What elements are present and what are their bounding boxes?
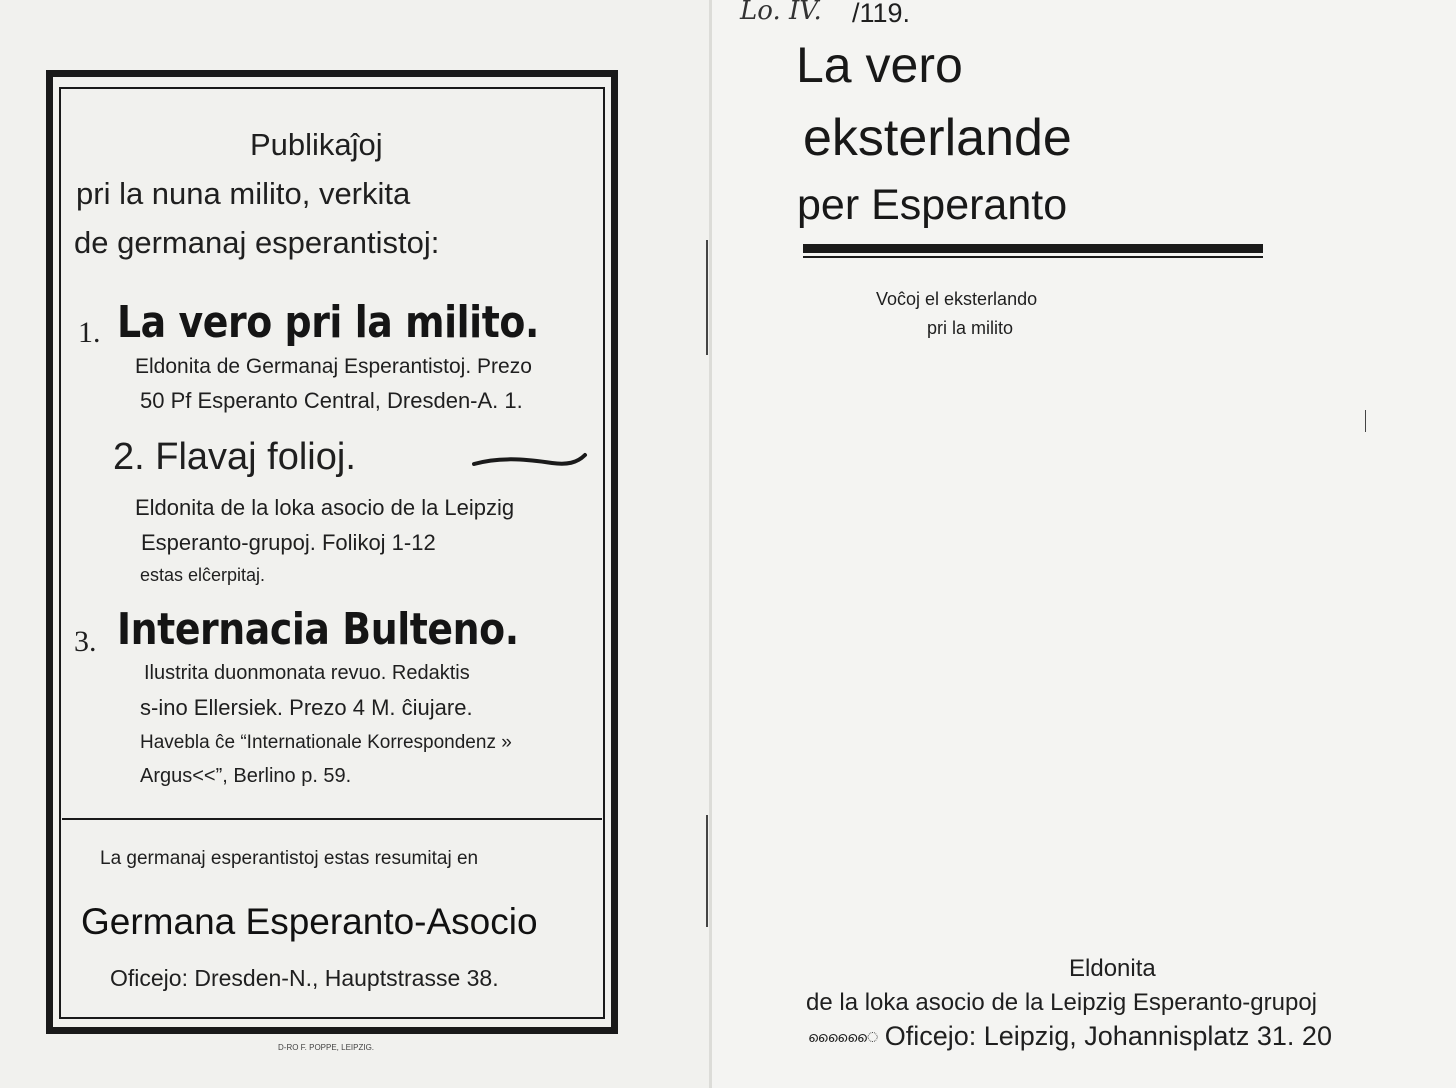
item3-line4: Argus<<”, Berlino p. 59. — [140, 765, 352, 787]
title-line1: La vero — [796, 37, 963, 93]
item1-number: 1. — [78, 316, 101, 349]
item1-line2: 50 Pf Esperanto Central, Dresden-A. 1. — [140, 388, 523, 413]
publisher-line2: de la loka asocio de la Leipzig Esperanto-grupoj — [806, 989, 1317, 1016]
footer-organization: Germana Esperanto-Asocio — [81, 901, 538, 942]
item2-line3: estas elĉerpitaj. — [140, 565, 266, 585]
scan-mark — [706, 815, 708, 927]
title-rule-thick — [803, 244, 1263, 253]
title-rule-thin — [803, 256, 1263, 258]
scan-mark — [706, 240, 708, 355]
swash-ornament — [472, 450, 588, 472]
item1-title: La vero pri la milito. — [117, 297, 539, 348]
printer-credit: D-RO F. POPPE, LEIPZIG. — [278, 1043, 375, 1052]
ornament-icon: ൈൈൈ — [808, 1029, 878, 1046]
footer-office: Oficejo: Dresden-N., Hauptstrasse 38. — [110, 965, 499, 991]
item2-title: 2. Flavaj folioj. — [113, 436, 356, 478]
item3-number: 3. — [74, 625, 97, 658]
item3-title: Internacia Bulteno. — [117, 604, 519, 655]
title-line2: eksterlande — [803, 109, 1072, 167]
handwritten-note: Lo. IV. — [740, 0, 822, 26]
subtitle-line2: pri la milito — [927, 318, 1014, 338]
item3-line1: Ilustrita duonmonata revuo. Redaktis — [144, 662, 470, 684]
scan-mark — [1365, 410, 1366, 432]
page-fold — [709, 0, 712, 1088]
divider-rule — [62, 818, 602, 820]
title-line3: per Esperanto — [797, 181, 1068, 229]
item3-line2: s-ino Ellersiek. Prezo 4 M. ĉiujare. — [140, 695, 473, 720]
publisher-line3 — [808, 1021, 1332, 1052]
item2-line2: Esperanto-grupoj. Folikoj 1-12 — [141, 530, 436, 555]
catalog-number: /119. — [852, 0, 911, 28]
item2-line1: Eldonita de la loka asocio de la Leipzig — [135, 495, 515, 520]
publications-subtitle-line2: de germanaj esperantistoj: — [74, 225, 440, 260]
footer-line: La germanaj esperantistoj estas resumitaj en — [100, 848, 479, 869]
publications-subtitle-line1: pri la nuna milito, verkita — [76, 176, 411, 211]
item3-line3: Havebla ĉe “Internationale Korrespondenz » — [140, 732, 512, 753]
publications-title: Publikaĵoj — [250, 127, 383, 162]
subtitle-line1: Voĉoj el eksterlando — [876, 289, 1038, 309]
item1-line1: Eldonita de Germanaj Esperantistoj. Prezo — [135, 355, 532, 378]
publisher-line1: Eldonita — [1069, 955, 1156, 982]
publisher-office: Oficejo: Leipzig, Johannisplatz 31. 20 — [884, 1021, 1332, 1051]
